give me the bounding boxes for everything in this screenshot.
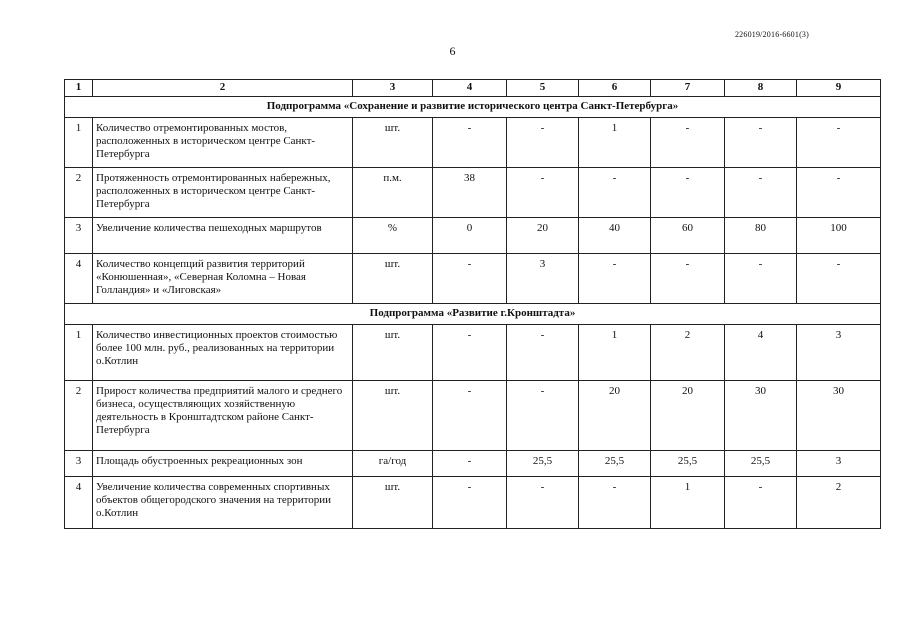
value-cell: 80 (725, 218, 797, 254)
value-cell: 1 (579, 118, 651, 168)
indicator-name: Площадь обустроенных рекреационных зон (93, 451, 353, 477)
table-row (65, 381, 881, 451)
value-cell: - (579, 477, 651, 529)
value-cell: 25,5 (579, 451, 651, 477)
table-row (65, 118, 881, 168)
unit-cell: шт. (353, 381, 433, 451)
value-cell: - (507, 168, 579, 218)
indicator-name: Прирост количества предприятий малого и среднего бизнеса, осуществляющих хозяйственную деятельность в Кронштадтском районе Санкт-Петербурга (93, 381, 353, 451)
value-cell: 4 (725, 325, 797, 381)
value-cell: 40 (579, 218, 651, 254)
column-number-row (65, 80, 881, 97)
value-cell: 3 (797, 451, 881, 477)
column-header: 8 (725, 80, 797, 97)
value-cell: 3 (797, 325, 881, 381)
section-row (65, 304, 881, 325)
value-cell: 2 (797, 477, 881, 529)
value-cell: - (651, 118, 725, 168)
value-cell: 1 (651, 477, 725, 529)
row-number: 3 (65, 451, 93, 477)
value-cell: - (725, 477, 797, 529)
row-number: 1 (65, 118, 93, 168)
indicator-name: Количество инвестиционных проектов стоимостью более 100 млн. руб., реализованных на территории о.Котлин (93, 325, 353, 381)
unit-cell: п.м. (353, 168, 433, 218)
value-cell: - (433, 325, 507, 381)
value-cell: 3 (507, 254, 579, 304)
table-row (65, 451, 881, 477)
value-cell: 100 (797, 218, 881, 254)
value-cell: 30 (797, 381, 881, 451)
page-number: 6 (449, 44, 456, 58)
value-cell: 1 (579, 325, 651, 381)
value-cell: 25,5 (725, 451, 797, 477)
indicator-name: Количество концепций развития территорий «Конюшенная», «Северная Коломна – Новая Голландия» и «Лиговская» (93, 254, 353, 304)
unit-cell: шт. (353, 118, 433, 168)
value-cell: - (797, 168, 881, 218)
value-cell: - (433, 451, 507, 477)
indicator-name: Увеличение количества современных спортивных объектов общегородского значения на территории о.Котлин (93, 477, 353, 529)
value-cell: 20 (651, 381, 725, 451)
table-row (65, 218, 881, 254)
indicator-name: Количество отремонтированных мостов, расположенных в историческом центре Санкт-Петербурга (93, 118, 353, 168)
column-header: 3 (353, 80, 433, 97)
section-title: Подпрограмма «Развитие г.Кронштадта» (65, 304, 881, 325)
column-header: 6 (579, 80, 651, 97)
column-header: 4 (433, 80, 507, 97)
value-cell: - (507, 118, 579, 168)
row-number: 4 (65, 254, 93, 304)
value-cell: - (725, 254, 797, 304)
column-header: 9 (797, 80, 881, 97)
section-title: Подпрограмма «Сохранение и развитие исторического центра Санкт-Петербурга» (65, 97, 881, 118)
value-cell: 30 (725, 381, 797, 451)
value-cell: 2 (651, 325, 725, 381)
unit-cell: шт. (353, 254, 433, 304)
value-cell: - (797, 254, 881, 304)
unit-cell: % (353, 218, 433, 254)
value-cell: 20 (507, 218, 579, 254)
value-cell: - (433, 118, 507, 168)
table-row (65, 325, 881, 381)
section-row (65, 97, 881, 118)
value-cell: - (797, 118, 881, 168)
value-cell: - (433, 477, 507, 529)
row-number: 1 (65, 325, 93, 381)
value-cell: 38 (433, 168, 507, 218)
value-cell: - (507, 325, 579, 381)
row-number: 2 (65, 168, 93, 218)
indicators-table (64, 79, 881, 529)
value-cell: - (651, 254, 725, 304)
unit-cell: га/год (353, 451, 433, 477)
row-number: 3 (65, 218, 93, 254)
value-cell: 0 (433, 218, 507, 254)
value-cell: - (507, 381, 579, 451)
value-cell: 60 (651, 218, 725, 254)
indicator-name: Протяженность отремонтированных набережных, расположенных в историческом центре Санкт-Петербурга (93, 168, 353, 218)
value-cell: - (725, 168, 797, 218)
column-header: 7 (651, 80, 725, 97)
table-row (65, 254, 881, 304)
table-row (65, 477, 881, 529)
value-cell: - (725, 118, 797, 168)
value-cell: 25,5 (651, 451, 725, 477)
value-cell: - (507, 477, 579, 529)
value-cell: - (433, 381, 507, 451)
document-id: 226019/2016-6601(3) (734, 30, 809, 39)
table-row (65, 168, 881, 218)
column-header: 2 (93, 80, 353, 97)
value-cell: - (651, 168, 725, 218)
value-cell: 20 (579, 381, 651, 451)
value-cell: 25,5 (507, 451, 579, 477)
value-cell: - (433, 254, 507, 304)
unit-cell: шт. (353, 477, 433, 529)
value-cell: - (579, 168, 651, 218)
unit-cell: шт. (353, 325, 433, 381)
row-number: 2 (65, 381, 93, 451)
column-header: 1 (65, 80, 93, 97)
value-cell: - (579, 254, 651, 304)
row-number: 4 (65, 477, 93, 529)
column-header: 5 (507, 80, 579, 97)
indicator-name: Увеличение количества пешеходных маршрутов (93, 218, 353, 254)
